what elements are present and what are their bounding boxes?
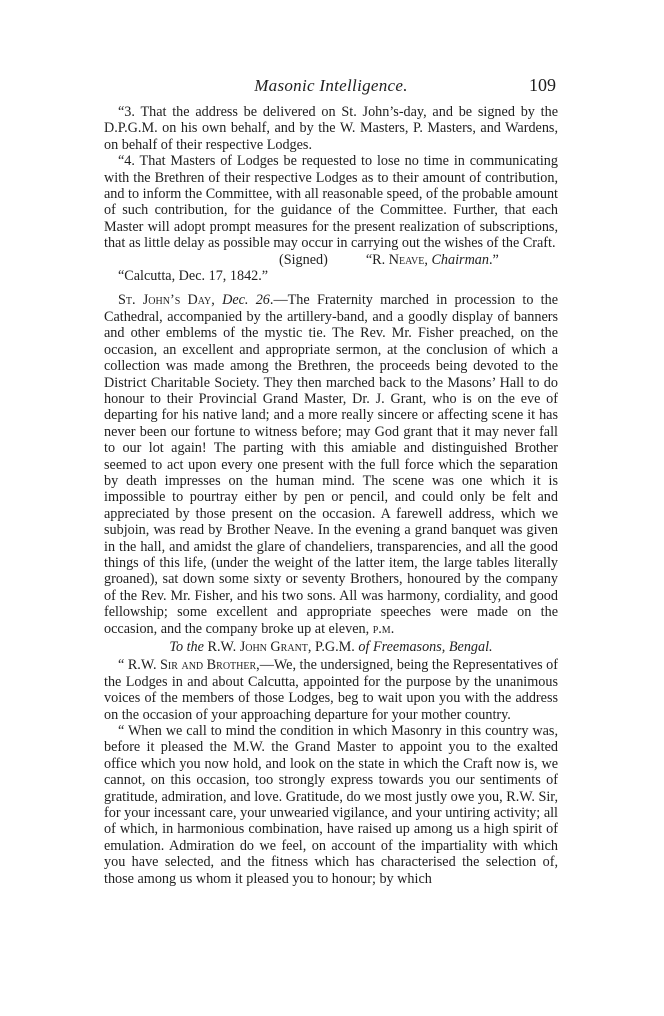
address-p1-text: ,—We, the undersigned, being the Representatives of the Lodges in and about Calcutta, appointed for the purpose by the unanimous voices of the members of those Lodges, beg to wait upon you with the address on the occasion of your approaching departure for your mother country. [104, 657, 558, 723]
st-johns-date: Dec. 26 [222, 292, 270, 309]
st-johns-paragraph [104, 292, 558, 637]
resolution-4: “4. That Masters of Lodges be requested to lose no time in communicating with the Brethren of their respective Lodges as to their amount of contribution, and to inform the Committee, with all reasonable speed, of the probable amount of such contribution, for the guidance of the Committee. Further, that each Master will adopt prompt measures for the present realization of subscriptions, that as little delay as possible may occur in carrying out the wishes of the Craft. [104, 153, 558, 252]
heading-comma: , [307, 639, 315, 655]
page-body [104, 104, 558, 887]
signature-title: Chairman [431, 251, 489, 268]
st-johns-time: p.m. [372, 620, 395, 637]
heading-pgm: P.G.M. [315, 639, 359, 655]
signature-name-open: “R. [365, 251, 389, 268]
signature-name: Neave [388, 251, 425, 268]
page-header [104, 76, 558, 98]
st-johns-text: .—The Fraternity marched in procession to the Cathedral, accompanied by the artillery-band, and a goodly display of banners and other emblems of the mystic tie. The Rev. Mr. Fisher preached, on the occasion, an excellent and appropriate sermon, at the conclusion of which a collection was made among the Brethren, the proceeds being devoted to the District Charitable Society. They then marched back to the Masons’ Hall to do honour to their Provincial Grand Master, Dr. J. Grant, who is on the eve of departing for his native land; and a more really sincere or affecting scene it has never been our fortune to witness before; may God grant that it may never fall to our lot again! The parting with this amiable and distinguished Brother seemed to act upon every one present with the full force which the separation by death impresses on the human mind. The scene was one which it is impossible to pourtray either by pen or pencil, and could only be felt and appreciated by those present on the occasion. A farewell address, which we subjoin, was read by Brother Neave. In the evening a grand banquet was given in the hall, and amidst the glare of chandeliers, transparencies, and all the good things of this life, (under the weight of the latter item, the large tables literally groaned), sat down some sixty or seventy Brothers, honoured by the company of the Rev. Mr. Fisher, and his two sons. All was harmony, cordiality, and good fellowship; some excellent and appropriate speeches were made on the occasion, and the company broke up at eleven, [104, 292, 559, 637]
dateline: “Calcutta, Dec. 17, 1842.” [118, 268, 269, 285]
address-paragraph-2: “ When we call to mind the condition in which Masonry in this country was, before it pleased the M.W. the Grand Master to appoint you to the exalted office which you now hold, and look on the state in which the Craft now is, we cannot, on this occasion, too strongly express towards you our sentiments of gratitude, admiration, and love. Gratitude, do we most justly owe you, R.W. Sir, for your incessant care, your unwearied vigilance, and your untiring activity; all of which, in harmonious combination, have raised up among us a high spirit of emulation. Admiration do we feel, on account of the impartiality with which you have selected, and the fitness which has characterised the selection of, those among us whom it pleased you to honour; by which [104, 723, 558, 887]
resolution-3: “3. That the address be delivered on St. John’s-day, and be signed by the D.P.G.M. on his own behalf, and by the W. Masters, P. Masters, and Wardens, on behalf of their respective Lodges. [104, 104, 558, 153]
heading-rw: R.W. [207, 639, 240, 655]
signature-close: .” [489, 251, 499, 268]
address-heading [104, 639, 558, 655]
signed-label: (Signed) [279, 251, 328, 268]
signature-line [104, 252, 558, 268]
st-johns-lead-sep: , [211, 292, 223, 309]
heading-of: of Freemasons, Bengal. [358, 639, 493, 655]
address-salutation: “ R.W. Sir and Brother [118, 657, 257, 674]
running-title: Masonic Intelligence. [254, 76, 408, 95]
address-paragraph-1 [104, 657, 558, 723]
st-johns-lead: St. John’s Day [118, 292, 212, 309]
heading-name: John Grant [239, 639, 308, 655]
heading-to: To the [169, 639, 208, 655]
page-number: 109 [529, 75, 556, 95]
signature-sep: , [424, 251, 432, 268]
